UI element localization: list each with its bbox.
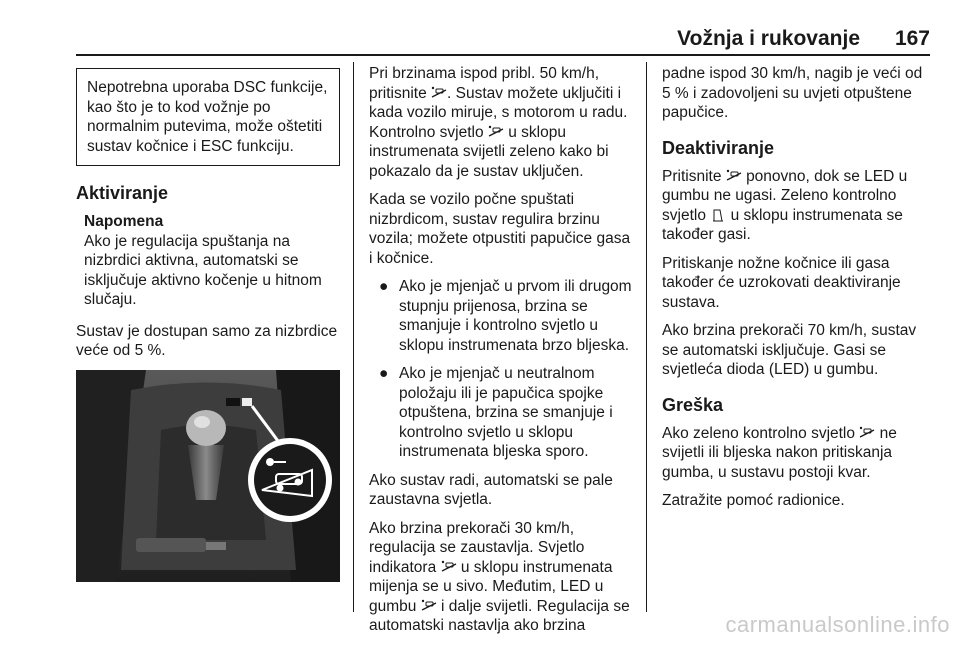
text-run: u sklopu instrumenata mijenja se u sivo. Međutim, LED u gumbu — [369, 558, 613, 615]
text-run: ponovno, dok se LED u gumbu ne ugasi. Zeleno kontrolno svjetlo — [662, 167, 908, 224]
paragraph-pedal-deactivation: Pritiskanje nožne kočnice ili gasa također će uzrokovati deaktiviranje sustava. — [662, 254, 901, 311]
hill-descent-outline-icon — [710, 208, 726, 222]
text-run: Ako brzina prekorači 30 km/h, regulacija se zaustavlja. Svjetlo indikatora — [369, 519, 585, 576]
column-2 — [369, 64, 633, 645]
text-run: . Sustav možete uključiti i kada vozilo miruje, s motorom u radu. Kontrolno svjetlo — [369, 84, 628, 141]
paragraph-speed-over-70: Ako brzina prekorači 70 km/h, sustav se automatski isključuje. Gasi se svjetleća dioda (LED) u gumbu. — [662, 322, 917, 378]
text-run: ne svijetli ili bljeska nakon pritiskanja gumba, u sustavu postoji kvar. — [662, 424, 897, 481]
bullet-dot: ● — [379, 365, 389, 382]
hill-descent-control-icon — [859, 426, 875, 440]
section-heading-activation: Aktiviranje — [76, 183, 169, 203]
text-run: Pri brzinama ispod pribl. 50 km/h, pritisnite — [369, 65, 600, 102]
text-run: Pritisnite — [662, 167, 722, 185]
header-rule — [76, 54, 930, 56]
bullet-item — [369, 364, 633, 462]
text-run: Ako zeleno kontrolno svjetlo — [662, 424, 856, 442]
hill-descent-control-icon — [488, 125, 504, 139]
paragraph-speed-activation — [369, 64, 633, 181]
note-block — [84, 212, 340, 310]
note-title: Napomena — [84, 213, 164, 230]
section-heading-fault: Greška — [662, 394, 724, 415]
text-run: u sklopu instrumenata se također gasi. — [662, 206, 903, 243]
page-header-title: Vožnja i rukovanje — [677, 27, 860, 50]
column-1 — [76, 64, 340, 582]
hill-descent-control-icon — [431, 86, 447, 100]
column-divider-left — [353, 62, 354, 612]
console-photo — [76, 370, 340, 582]
hill-descent-control-icon — [726, 169, 742, 183]
paragraph-resume-conditions: padne ispod 30 km/h, nagib je veći od 5 % i zadovoljeni su uvjeti otpuštene papučice. — [662, 65, 923, 121]
paragraph-availability: Sustav je dostupan samo za nizbrdice veće od 5 %. — [76, 322, 338, 359]
bullet-item — [369, 277, 633, 355]
paragraph-fault — [662, 424, 932, 483]
paragraph-brake-lights: Ako sustav radi, automatski se pale zaustavna svjetla. — [369, 471, 613, 508]
paragraph-workshop: Zatražite pomoć radionice. — [662, 492, 845, 509]
page-number: 167 — [894, 27, 930, 50]
paragraph-descending: Kada se vozilo počne spuštati nizbrdicom, sustav regulira brzinu vozila; možete otpustiti papučice gasa i kočnice. — [369, 191, 631, 267]
warning-notice-box — [76, 68, 340, 166]
column-divider-right — [646, 62, 647, 612]
column-3 — [662, 64, 932, 520]
footer-watermark: carmanualsonline.info — [725, 612, 950, 637]
notice-text: Nepotrebna uporaba DSC funkcije, kao što je to kod vožnje po normalnim putevima, može oštetiti sustav kočnice i ESC funkciju. — [87, 79, 328, 155]
bullet-text: Ako je mjenjač u neutralnom položaju ili je papučica spojke otpuštena, brzina se smanjuje i kontrolno svjetlo u sklopu instrumenata bljeska sporo. — [399, 365, 613, 460]
section-heading-deactivation: Deaktiviranje — [662, 137, 775, 158]
bullet-dot: ● — [379, 278, 389, 295]
hill-descent-control-icon — [441, 560, 457, 574]
text-run: u sklopu instrumenata svijetli zeleno kako bi pokazalo da je sustav uključen. — [369, 123, 609, 180]
note-text: Ako je regulacija spuštanja na nizbrdici aktivna, automatski se isključuje aktivno kočenje u hitnom slučaju. — [84, 232, 322, 308]
hill-descent-control-icon — [421, 599, 437, 613]
paragraph-press-again — [662, 167, 932, 245]
text-run: i dalje svijetli. Regulacija se automatski nastavlja ako brzina — [369, 597, 630, 634]
paragraph-speed-over-30 — [369, 519, 633, 636]
bullet-text: Ako je mjenjač u prvom ili drugom stupnju prijenosa, brzina se smanjuje i kontrolno svjetlo u sklopu instrumenata brzo bljeska. — [399, 278, 632, 354]
